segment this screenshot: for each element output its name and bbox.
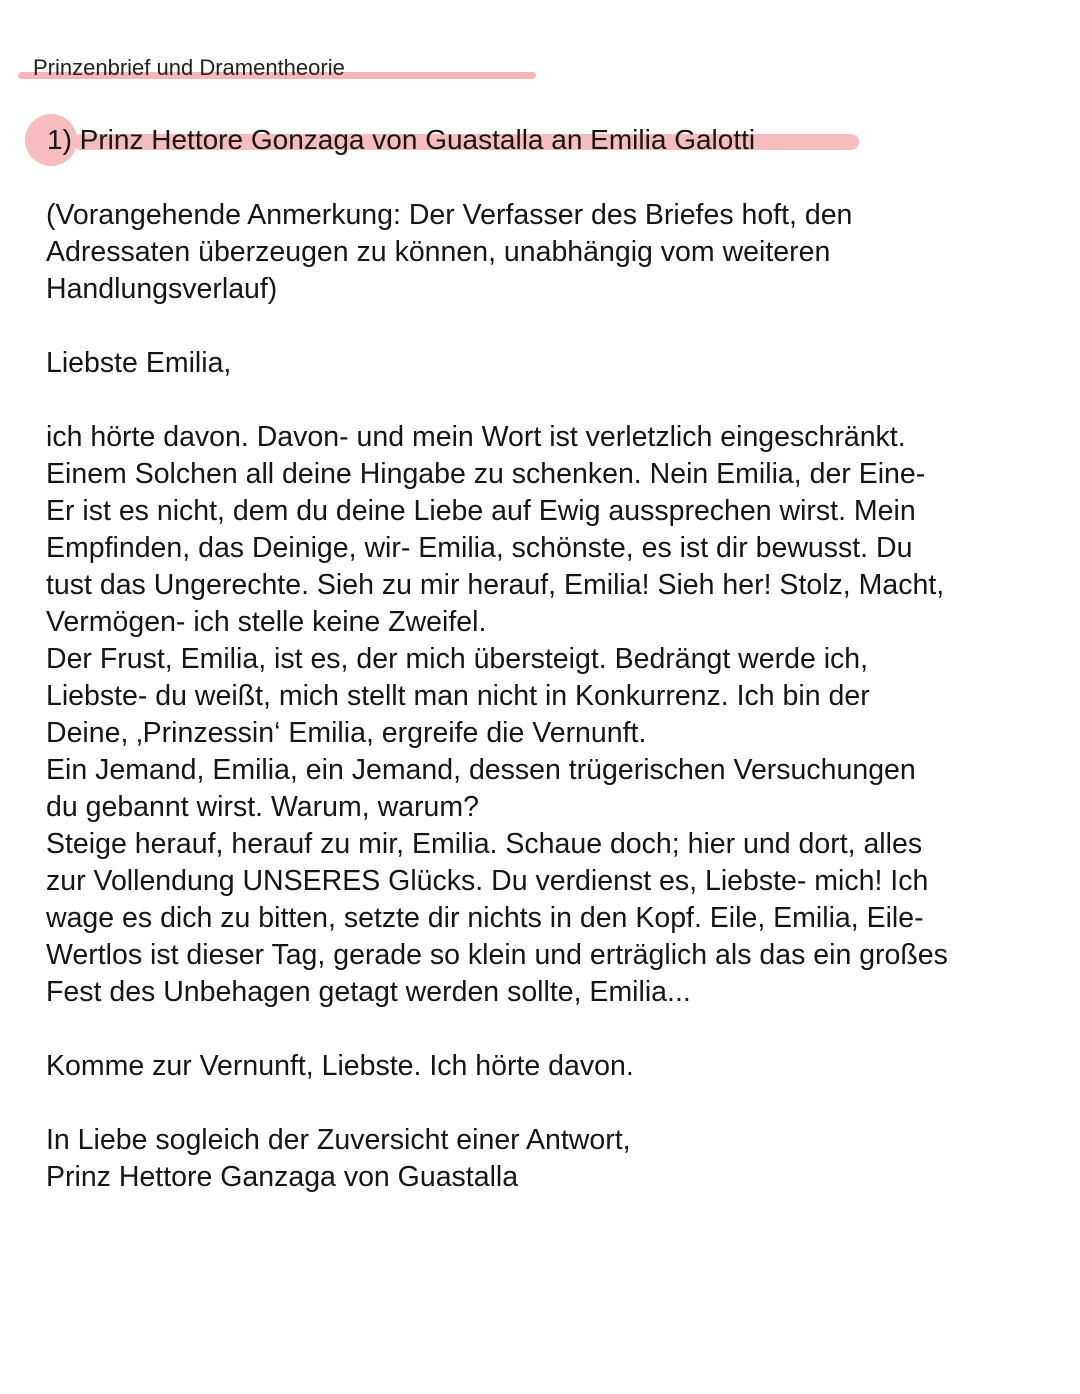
body-line: Empfinden, das Deinige, wir- Emilia, schönste, es ist dir bewusst. Du [46, 532, 913, 564]
body-line: Er ist es nicht, dem du deine Liebe auf Ewig aussprechen wirst. Mein [46, 495, 916, 527]
closing-line: Komme zur Vernunft, Liebste. Ich hörte davon. [46, 1050, 634, 1082]
letter-body [46, 197, 1056, 1196]
document-header: Prinzenbrief und Dramentheorie [33, 55, 345, 80]
signoff-signature: Prinz Hettore Ganzaga von Guastalla [46, 1161, 519, 1193]
note-line: (Vorangehende Anmerkung: Der Verfasser des Briefes hoft, den [46, 199, 853, 231]
body-line: Ein Jemand, Emilia, ein Jemand, dessen trügerischen Versuchungen [46, 754, 916, 786]
preliminary-note [46, 197, 1056, 308]
signoff [46, 1122, 1056, 1196]
body-line: Der Frust, Emilia, ist es, der mich übersteigt. Bedrängt werde ich, [46, 643, 869, 675]
body-line: ich hörte davon. Davon- und mein Wort ist verletzlich eingeschränkt. [46, 421, 906, 453]
body-line: du gebannt wirst. Warum, warum? [46, 791, 479, 823]
salutation: Liebste Emilia, [46, 347, 232, 379]
note-line: Handlungsverlauf) [46, 273, 278, 305]
signoff-line: In Liebe sogleich der Zuversicht einer Antwort, [46, 1124, 631, 1156]
body-line: zur Vollendung UNSERES Glücks. Du verdienst es, Liebste- mich! Ich [46, 865, 929, 897]
letter-heading: 1) Prinz Hettore Gonzaga von Guastalla an Emilia Galotti [47, 124, 756, 155]
body-line: Fest des Unbehagen getagt werden sollte, Emilia... [46, 976, 691, 1008]
heading-block [25, 114, 845, 166]
body-line: Vermögen- ich stelle keine Zweifel. [46, 606, 487, 638]
letter-paragraph [46, 419, 1056, 1011]
body-line: wage es dich zu bitten, setzte dir nichts in den Kopf. Eile, Emilia, Eile- [46, 902, 924, 934]
note-line: Adressaten überzeugen zu können, unabhängig vom weiteren [46, 236, 831, 268]
body-line: Wertlos ist dieser Tag, gerade so klein und erträglich als das ein großes [46, 939, 948, 971]
body-line: Liebste- du weißt, mich stellt man nicht in Konkurrenz. Ich bin der [46, 680, 870, 712]
body-line: Einem Solchen all deine Hingabe zu schenken. Nein Emilia, der Eine- [46, 458, 926, 490]
body-line: tust das Ungerechte. Sieh zu mir herauf, Emilia! Sieh her! Stolz, Macht, [46, 569, 945, 601]
body-line: Deine, ‚Prinzessin‘ Emilia, ergreife die Vernunft. [46, 717, 647, 749]
body-line: Steige herauf, herauf zu mir, Emilia. Schaue doch; hier und dort, alles [46, 828, 923, 860]
